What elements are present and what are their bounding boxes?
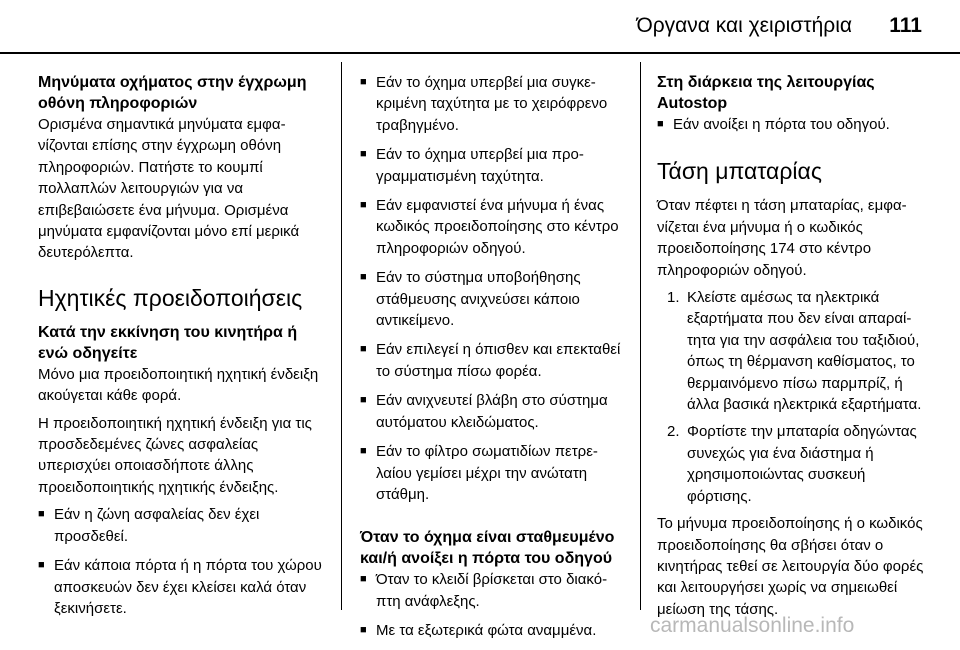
column-divider [640, 62, 641, 610]
list-item: ■ Εάν το όχημα υπερβεί μια προγραμματισμένη ταχύτητα. [360, 146, 584, 185]
bullet-list [360, 569, 622, 641]
square-bullet-icon: ■ [38, 559, 45, 572]
square-bullet-icon: ■ [360, 445, 367, 458]
list-item: 2. Φορτίστε την μπαταρία οδηγώντας συνεχώς για ένα διάστημα ή χρησιμοποιώντας συσκευή φόρτισης. [667, 423, 917, 505]
square-bullet-icon: ■ [360, 343, 367, 356]
heading-battery-voltage: Τάση μπαταρίας [657, 158, 822, 185]
header-rule [0, 52, 960, 54]
bullet-list [38, 504, 328, 619]
numbered-list [657, 287, 927, 507]
list-item: ■ Εάν ανοίξει η πόρτα του οδηγού. [657, 114, 927, 135]
list-item: ■ Όταν το κλειδί βρίσκεται στο διακόπτη ανάφλεξης. [360, 571, 608, 610]
paragraph: Όταν πέφτει η τάση μπαταρίας, εμφανίζεται ένα μήνυμα ή ο κωδικός προειδοποίησης 174 στο κέντρο πληροφοριών οδηγού. [657, 197, 907, 279]
square-bullet-icon: ■ [360, 76, 367, 88]
paragraph: Μόνο μια προειδοποιητική ηχητική ένδειξη ακούγεται κάθε φορά. [38, 365, 319, 405]
list-item: ■ Με τα εξωτερικά φώτα αναμμένα. [360, 620, 622, 641]
list-item: ■ Εάν κάποια πόρτα ή η πόρτα του χώρου αποσκευών δεν έχει κλείσει καλά όταν ξεκινήσετε. [38, 557, 322, 617]
list-item: ■ Εάν η ζώνη ασφαλείας δεν έχει προσδεθεί. [38, 506, 260, 545]
square-bullet-icon: ■ [657, 118, 664, 130]
square-bullet-icon: ■ [360, 271, 367, 284]
square-bullet-icon: ■ [360, 394, 367, 407]
square-bullet-icon: ■ [360, 199, 367, 212]
list-item: ■ Εάν εμφανιστεί ένα μήνυμα ή ένας κωδικός προειδοποίησης στο κέντρο πληροφοριών οδηγού. [360, 197, 619, 257]
list-item: ■ Εάν ανιχνευτεί βλάβη στο σύστημα αυτόματου κλειδώματος. [360, 392, 608, 431]
paragraph: Ορισμένα σημαντικά μηνύματα εμφανίζονται επίσης στην έγχρωμη οθόνη πληροφοριών. Πατήστε το κουμπί πολλαπλών λειτουργιών για να επιβεβαιώσετε ένα μήνυμα. Ορισμένα μηνύματα εμφανίζονται μόνο επί μερικά δευτερόλεπτα. [38, 116, 300, 262]
page-number: 111 [889, 14, 922, 37]
column-1 [38, 72, 328, 627]
list-item: ■ Εάν το φίλτρο σωματιδίων πετρελαίου γεμίσει μέχρι την ανώτατη στάθμη. [360, 443, 598, 503]
square-bullet-icon: ■ [38, 508, 45, 521]
square-bullet-icon: ■ [360, 624, 367, 637]
heading-engine-start: Κατά την εκκίνηση του κινητήρα ή ενώ οδηγείτε [38, 323, 298, 362]
list-item: ■ Εάν το όχημα υπερβεί μια συγκεκριμένη ταχύτητα με το χειρόφρενο τραβηγμένο. [360, 74, 608, 134]
bullet-list [657, 114, 927, 135]
column-2 [360, 72, 622, 650]
watermark: carmanualsonline.info [650, 614, 855, 637]
list-item: ■ Εάν το σύστημα υποβοήθησης στάθμευσης ανιχνεύσει κάποιο αντικείμενο. [360, 269, 581, 330]
column-3 [657, 72, 927, 626]
column-divider [341, 62, 342, 610]
heading-parked: Όταν το όχημα είναι σταθμευμένο και/ή ανοίξει η πόρτα του οδηγού [360, 529, 615, 568]
paragraph: Η προειδοποιητική ηχητική ένδειξη για τις προσδεδεμένες ζώνες ασφαλείας υπερισχύει οποιασδήποτε άλλης προειδοποιητικής ηχητικής ένδειξης. [38, 414, 312, 496]
heading-warning-chimes: Ηχητικές προειδοποιήσεις [38, 284, 303, 311]
bullet-list [360, 72, 622, 505]
square-bullet-icon: ■ [360, 573, 367, 586]
paragraph: Το μήνυμα προειδοποίησης ή ο κωδικός προειδοποίησης θα σβήσει όταν ο κινητήρας τεθεί σε λειτουργία δύο φορές και λειτουργήσει χωρίς να σημειωθεί μείωση της τάσης. [657, 515, 924, 618]
page-header [0, 0, 960, 62]
heading-autostop: Στη διάρκεια της λειτουργίας Autostop [657, 74, 875, 112]
list-item: ■ Εάν επιλεγεί η όπισθεν και επεκταθεί το σύστημα πίσω φορέα. [360, 341, 621, 380]
section-title: Όργανα και χειριστήρια [636, 14, 852, 37]
list-item: 1. Κλείστε αμέσως τα ηλεκτρικά εξαρτήματα που δεν είναι απαραίτητα για την ασφάλεια του ταξιδιού, όπως τη θέρμανση καθίσματος, το θερμαινόμενο πίσω παρμπρίζ, ή άλλα βασικά ηλεκτρικά εξαρτήματα. [667, 289, 922, 414]
square-bullet-icon: ■ [360, 148, 367, 161]
heading-vehicle-messages: Μηνύματα οχήματος στην έγχρωμη οθόνη πληροφοριών [38, 74, 307, 112]
